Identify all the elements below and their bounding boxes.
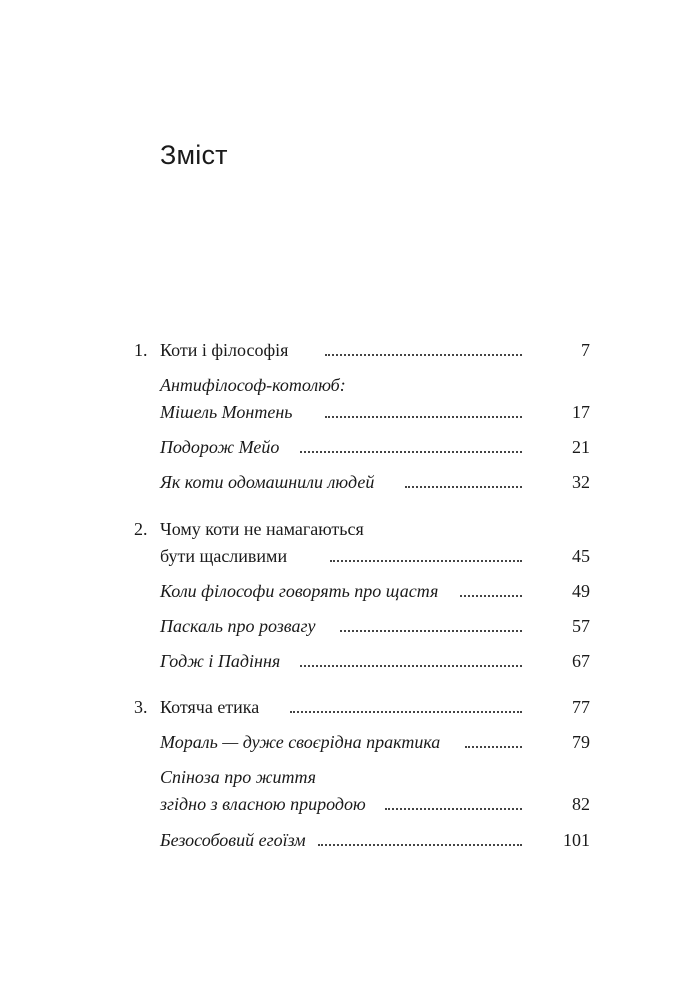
toc-entry-title: Паскаль про розвагу: [160, 616, 316, 636]
dot-leader: [325, 354, 522, 356]
toc-entry-chapter-2[interactable]: [0, 541, 697, 571]
toc-page-number: 77: [572, 697, 590, 717]
toc-entry-title: Подорож Мейо: [160, 437, 280, 457]
chapter-number: 2.: [134, 519, 148, 539]
toc-entry-title: Безособовий егоїзм: [160, 830, 306, 850]
toc-entry-title-line1: Чому коти не намагаються: [160, 519, 364, 539]
toc-entry-spinoza-line1[interactable]: [0, 762, 697, 792]
toc-entry-title: Мішель Монтень: [160, 402, 293, 422]
toc-entry-title-line1: Спіноза про життя: [160, 767, 317, 787]
toc-entry-domesticated[interactable]: [0, 467, 697, 497]
toc-page-number: 82: [572, 794, 590, 814]
toc-entry-montaigne[interactable]: [0, 397, 697, 427]
toc-entry-morality[interactable]: [0, 727, 697, 757]
toc-page-number: 32: [572, 472, 590, 492]
toc-entry-title-line1: Антифілософ-котолюб:: [160, 375, 346, 395]
toc-entry-title: Коти і філософія: [160, 340, 289, 360]
chapter-number: 1.: [134, 340, 148, 360]
toc-entry-happiness[interactable]: [0, 576, 697, 606]
toc-entry-line1[interactable]: [0, 370, 697, 400]
dot-leader: [290, 711, 522, 713]
dot-leader: [300, 451, 522, 453]
toc-entry-chapter-2-line1[interactable]: [0, 514, 697, 544]
toc-entry-title: Мораль — дуже своєрідна практика: [160, 732, 441, 752]
toc-entry-title: Коли філософи говорять про щастя: [160, 581, 439, 601]
toc-entry-chapter-1[interactable]: [0, 335, 697, 365]
toc-entry-pascal[interactable]: [0, 611, 697, 641]
toc-entry-chapter-3[interactable]: [0, 692, 697, 722]
dot-leader: [318, 844, 522, 846]
toc-entry-meyo[interactable]: [0, 432, 697, 462]
toc-page-number: 49: [572, 581, 590, 601]
dot-leader: [460, 595, 522, 597]
page-title: Зміст: [160, 140, 228, 170]
dot-leader: [330, 560, 522, 562]
toc-entry-title: згідно з власною природою: [160, 794, 366, 814]
toc-page-number: 17: [572, 402, 590, 422]
toc-page-number: 67: [572, 651, 590, 671]
toc-page-number: 79: [572, 732, 590, 752]
toc-page-number: 21: [572, 437, 590, 457]
dot-leader: [325, 416, 522, 418]
toc-page-number: 57: [572, 616, 590, 636]
toc-entry-title: Котяча етика: [160, 697, 260, 717]
toc-entry-title: Як коти одомашнили людей: [160, 472, 375, 492]
toc-entry-title: бути щасливими: [160, 546, 288, 566]
dot-leader: [340, 630, 522, 632]
toc-entry-hodge[interactable]: [0, 646, 697, 676]
toc-entry-title: Годж і Падіння: [160, 651, 281, 671]
dot-leader: [385, 808, 522, 810]
dot-leader: [405, 486, 522, 488]
dot-leader: [465, 746, 522, 748]
chapter-number: 3.: [134, 697, 148, 717]
dot-leader: [300, 665, 522, 667]
toc-entry-egoism[interactable]: [0, 825, 697, 855]
toc-page-number: 101: [563, 830, 590, 850]
toc-page-number: 45: [572, 546, 590, 566]
toc-entry-spinoza[interactable]: [0, 789, 697, 819]
toc-page-number: 7: [581, 340, 590, 360]
